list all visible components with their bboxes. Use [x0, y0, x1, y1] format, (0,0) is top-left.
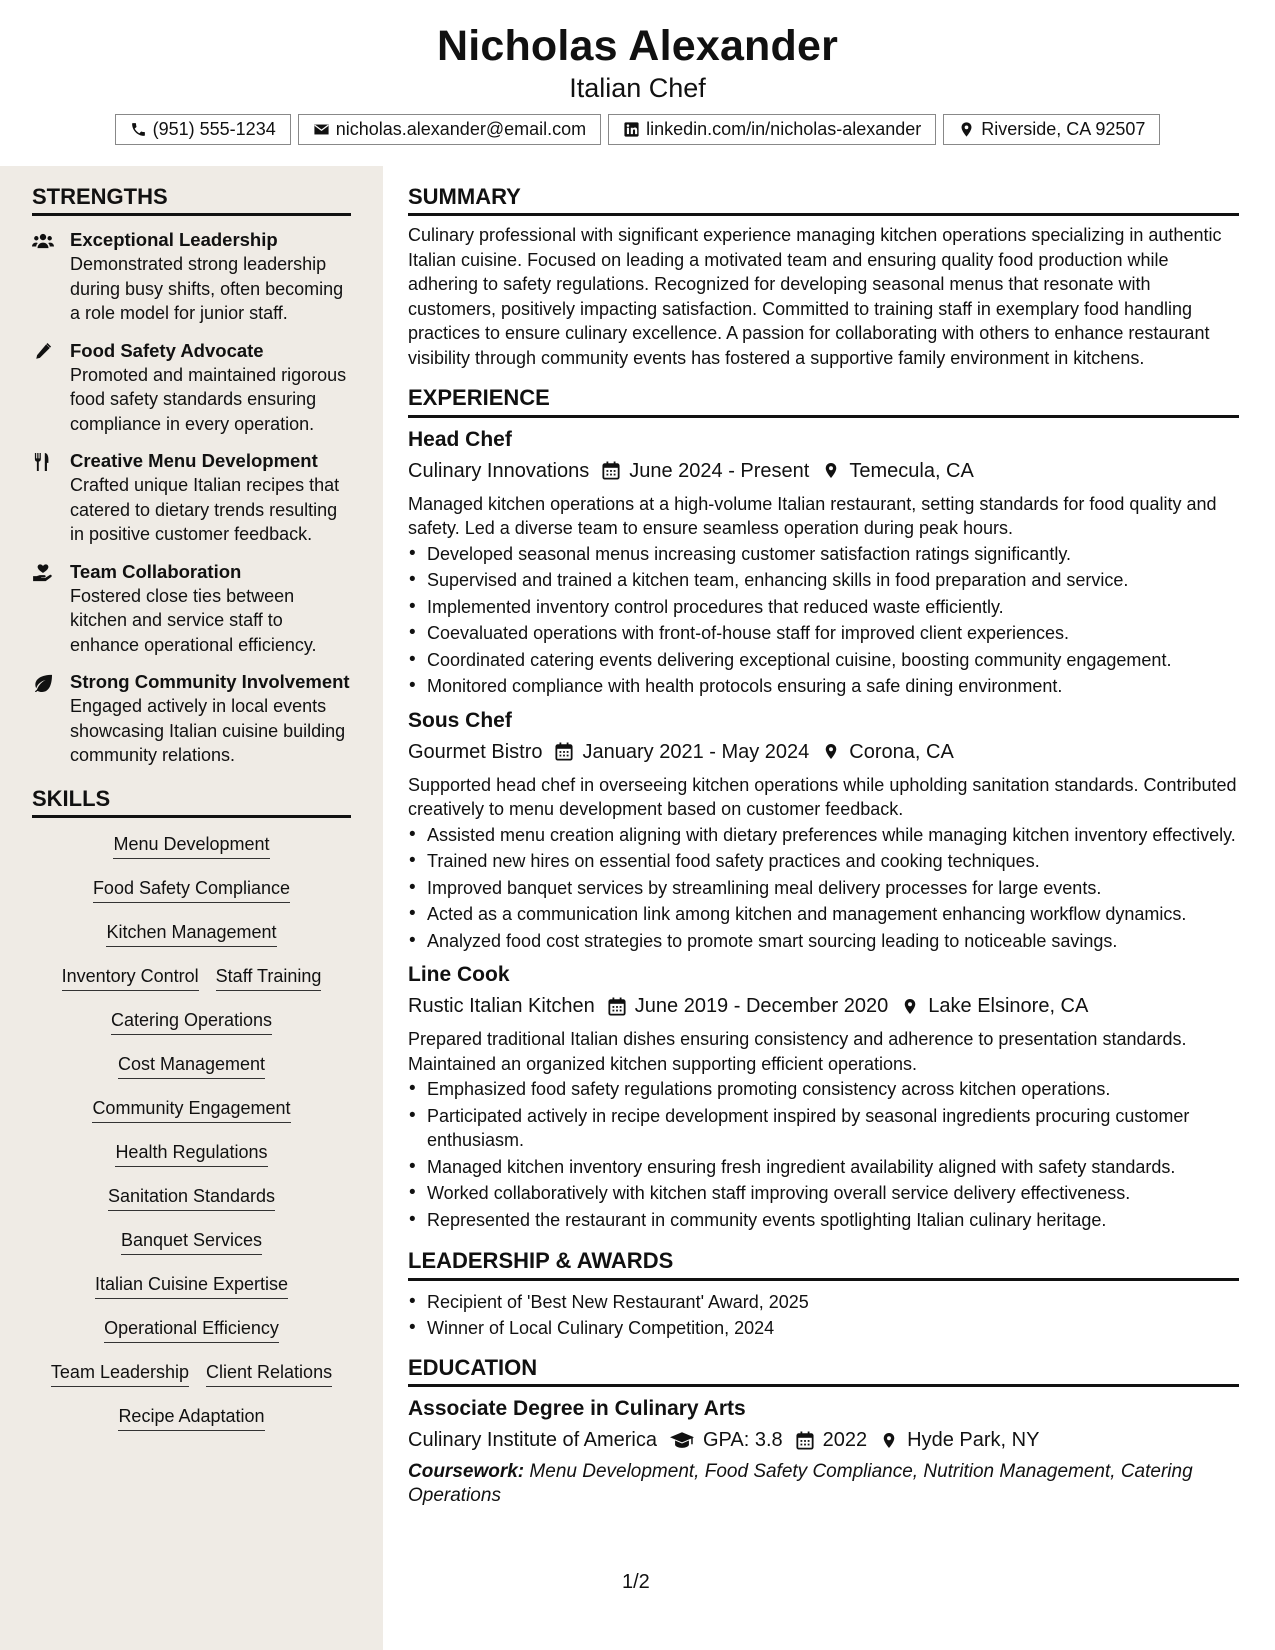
contact-email[interactable]	[298, 114, 601, 145]
skill-tag: Health Regulations	[115, 1140, 267, 1167]
list-item: • Assisted menu creation aligning with dietary preferences while managing kitchen inventory effectively.	[408, 823, 1239, 848]
job-title: Line Cook	[408, 963, 510, 987]
job-meta	[408, 456, 1239, 486]
strength-desc: Engaged actively in local events showcasing Italian cuisine building community relations.	[70, 696, 346, 766]
strength-title: Creative Menu Development	[70, 450, 318, 472]
list-item: • Recipient of 'Best New Restaurant' Award, 2025	[408, 1290, 1239, 1315]
calendar-icon	[555, 742, 573, 761]
skills-heading: SKILLS	[32, 786, 351, 818]
calendar-icon	[608, 997, 626, 1016]
job-entry	[408, 961, 1239, 1232]
gpa: GPA: 3.8	[703, 1429, 783, 1452]
list-item: • Coevaluated operations with front-of-house staff for improved client experiences.	[408, 621, 1239, 646]
strength-desc: Demonstrated strong leadership during busy shifts, often becoming a role model for junior staff.	[70, 254, 344, 324]
strength-item	[32, 560, 353, 658]
strengths-list	[32, 228, 353, 768]
hand-heart-icon	[32, 564, 54, 582]
graduation-year: 2022	[822, 1429, 868, 1452]
list-item: • Developed seasonal menus increasing customer satisfaction ratings significantly.	[408, 542, 1239, 567]
job-title: Sous Chef	[408, 708, 512, 732]
summary-text: Culinary professional with significant experience managing kitchen operations specializing in authentic Italian cuisine. Focused on leading a motivated team and ensuring quality food production while adhering to safety regulations. Recognized for developing seasonal menus that resonate with customers, positively impacting satisfaction. Committed to training staff in exemplary food handling practices to ensure culinary excellence. A passion for collaborating with others to enhance restaurant visibility through community events has fostered a supportive family environment in kitchens.	[408, 225, 1222, 368]
job-company: Rustic Italian Kitchen	[408, 995, 595, 1018]
skills-list	[32, 832, 351, 1448]
skill-tag: Inventory Control	[62, 964, 199, 991]
strength-title: Team Collaboration	[70, 560, 242, 582]
contact-text: Riverside, CA 92507	[981, 119, 1146, 139]
coursework-text: Menu Development, Food Safety Compliance, Nutrition Management, Catering Operations	[408, 1461, 1193, 1507]
list-item: • Trained new hires on essential food safety practices and cooking techniques.	[408, 849, 1239, 874]
skill-tag: Sanitation Standards	[108, 1184, 275, 1211]
school-name: Culinary Institute of America	[408, 1429, 657, 1452]
coursework	[408, 1460, 1239, 1508]
skill-tag: Italian Cuisine Expertise	[95, 1272, 288, 1299]
skill-tag: Banquet Services	[121, 1228, 262, 1255]
strength-title: Food Safety Advocate	[70, 339, 264, 361]
list-item: • Supervised and trained a kitchen team, enhancing skills in food preparation and service.	[408, 568, 1239, 593]
phone-icon	[130, 121, 147, 138]
job-description: Managed kitchen operations at a high-volume Italian restaurant, setting standards for food quality and safety. Led a diverse team to ensure seamless operation during peak hours.	[408, 493, 1217, 539]
school-location: Hyde Park, NY	[907, 1429, 1040, 1452]
map-pin-icon	[958, 121, 975, 138]
map-pin-icon	[880, 1431, 898, 1450]
coursework-label: Coursework:	[408, 1461, 525, 1483]
utensils-icon	[32, 453, 54, 471]
strength-desc: Fostered close ties between kitchen and service staff to enhance operational efficiency.	[70, 585, 317, 655]
candidate-role: Italian Chef	[569, 73, 706, 103]
education-entry	[408, 1395, 1239, 1508]
calendar-icon	[796, 1431, 814, 1450]
skill-tag: Recipe Adaptation	[118, 1404, 264, 1431]
skill-tag: Catering Operations	[111, 1008, 272, 1035]
job-description: Prepared traditional Italian dishes ensuring consistency and adherence to presentation standards. Maintained an organized kitchen supporting efficient operations.	[408, 1029, 1187, 1074]
job-entry	[408, 707, 1239, 954]
linkedin-icon	[623, 121, 640, 138]
list-item: • Represented the restaurant in community events spotlighting Italian culinary heritage.	[408, 1208, 1239, 1233]
users-icon	[32, 232, 54, 250]
contact-text: linkedin.com/in/nicholas-alexander	[646, 119, 922, 139]
pencil-icon	[32, 343, 54, 361]
job-meta	[408, 737, 1239, 767]
list-item: • Managed kitchen inventory ensuring fresh ingredient availability aligned with safety standards.	[408, 1155, 1239, 1180]
summary-heading: SUMMARY	[408, 184, 1239, 216]
job-meta	[408, 991, 1239, 1021]
strength-item	[32, 339, 353, 437]
strength-item	[32, 228, 353, 326]
contact-bar	[0, 114, 1275, 145]
job-company: Gourmet Bistro	[408, 740, 543, 763]
list-item: • Acted as a communication link among kitchen and management enhancing workflow dynamics.	[408, 902, 1239, 927]
sidebar	[0, 166, 383, 1650]
strength-desc: Promoted and maintained rigorous food safety standards ensuring compliance in every operation.	[70, 364, 347, 434]
graduation-cap-icon	[670, 1431, 694, 1450]
job-location: Temecula, CA	[849, 459, 974, 482]
calendar-icon	[602, 461, 620, 480]
page-number: 1/2	[622, 1571, 650, 1593]
skill-tag: Client Relations	[206, 1360, 332, 1387]
strength-title: Strong Community Involvement	[70, 671, 350, 693]
map-pin-icon	[901, 997, 919, 1016]
job-title: Head Chef	[408, 427, 512, 451]
awards-list	[408, 1290, 1239, 1341]
job-dates: June 2019 - December 2020	[634, 995, 889, 1018]
strength-item	[32, 449, 353, 547]
job-entry	[408, 426, 1239, 699]
degree-title: Associate Degree in Culinary Arts	[408, 1397, 746, 1421]
job-bullets	[408, 542, 1239, 699]
skill-tag: Kitchen Management	[106, 920, 276, 947]
job-dates: June 2024 - Present	[629, 459, 810, 482]
map-pin-icon	[822, 742, 840, 761]
list-item: • Emphasized food safety regulations promoting consistency across kitchen operations.	[408, 1077, 1239, 1102]
skill-tag: Cost Management	[118, 1052, 265, 1079]
job-dates: January 2021 - May 2024	[582, 740, 810, 763]
strength-title: Exceptional Leadership	[70, 229, 278, 251]
contact-text: (951) 555-1234	[152, 119, 276, 139]
contact-linkedin[interactable]	[608, 114, 936, 145]
list-item: • Analyzed food cost strategies to promote smart sourcing leading to noticeable savings.	[408, 929, 1239, 954]
job-description: Supported head chef in overseeing kitchen operations while upholding sanitation standards. Contributed creatively to menu development based on customer feedback.	[408, 774, 1237, 820]
skill-tag: Team Leadership	[51, 1360, 189, 1387]
skill-tag: Community Engagement	[92, 1096, 290, 1123]
strengths-heading: STRENGTHS	[32, 184, 351, 216]
job-bullets	[408, 1077, 1239, 1232]
job-location: Lake Elsinore, CA	[928, 995, 1089, 1018]
strength-desc: Crafted unique Italian recipes that catered to dietary trends resulting in positive customer feedback.	[70, 475, 340, 545]
list-item: • Winner of Local Culinary Competition, 2024	[408, 1316, 1239, 1341]
strength-item	[32, 670, 353, 768]
resume-header	[0, 0, 1275, 166]
main-content	[383, 166, 1275, 1650]
job-location: Corona, CA	[849, 740, 954, 763]
map-pin-icon	[822, 461, 840, 480]
skill-tag: Food Safety Compliance	[93, 876, 290, 903]
leaf-icon	[32, 674, 54, 692]
contact-location[interactable]	[943, 114, 1160, 145]
job-company: Culinary Innovations	[408, 459, 590, 482]
skill-tag: Operational Efficiency	[104, 1316, 279, 1343]
education-meta	[408, 1425, 1239, 1455]
list-item: • Implemented inventory control procedures that reduced waste efficiently.	[408, 595, 1239, 620]
contact-phone[interactable]	[115, 114, 291, 145]
list-item: • Coordinated catering events delivering exceptional cuisine, boosting community engagement.	[408, 648, 1239, 673]
skill-tag: Staff Training	[216, 964, 322, 991]
candidate-name: Nicholas Alexander	[436, 22, 839, 70]
list-item: • Worked collaboratively with kitchen staff improving overall service delivery effectiveness.	[408, 1181, 1239, 1206]
list-item: • Improved banquet services by streamlining meal delivery processes for large events.	[408, 876, 1239, 901]
awards-heading: LEADERSHIP & AWARDS	[408, 1248, 1239, 1280]
envelope-icon	[313, 121, 330, 138]
experience-heading: EXPERIENCE	[408, 385, 1239, 417]
job-bullets	[408, 823, 1239, 954]
list-item: • Monitored compliance with health protocols ensuring a safe dining environment.	[408, 674, 1239, 699]
skill-tag: Menu Development	[113, 832, 269, 859]
contact-text: nicholas.alexander@email.com	[335, 119, 587, 139]
education-heading: EDUCATION	[408, 1355, 1239, 1387]
list-item: • Participated actively in recipe development inspired by seasonal ingredients procuring customer enthusiasm.	[408, 1104, 1239, 1153]
